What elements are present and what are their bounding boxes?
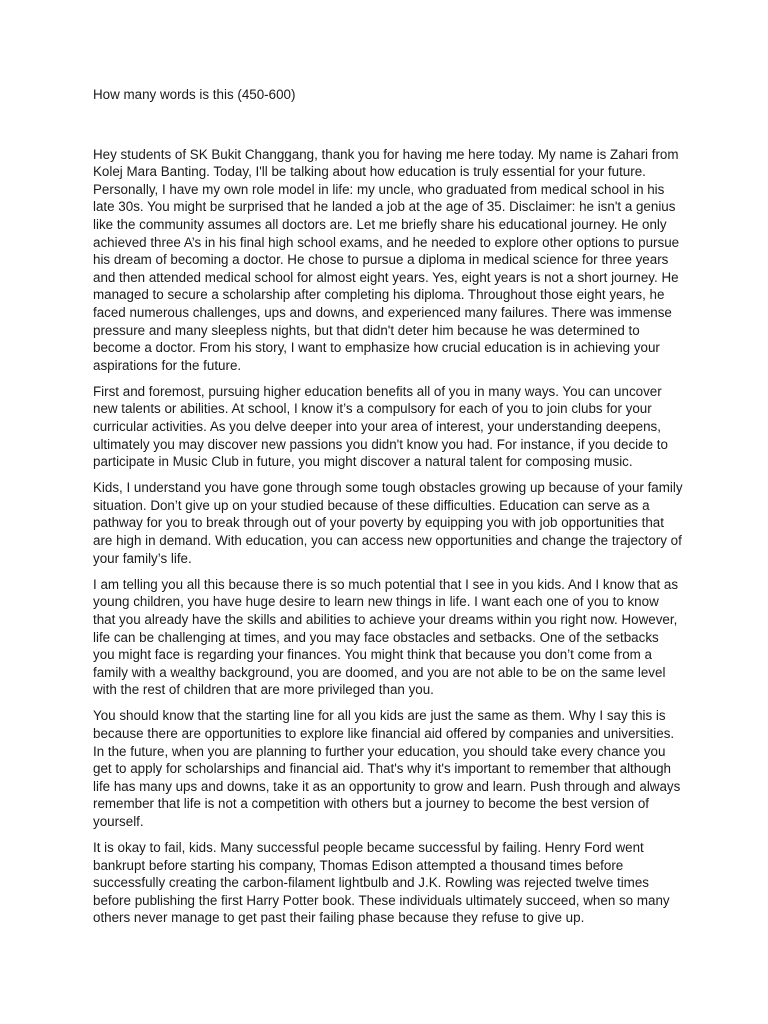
paragraph-2: First and foremost, pursuing higher education benefits all of you in many ways. You can uncover new talents or abilities. At school, I know it’s a compulsory for each of you to join clubs for your curricular activities. As you delve deeper into your area of interest, your understanding deepens, ultimately you may discover new passions you didn't know you had. For instance, if you decide to participate in Music Club in future, you might discover a natural talent for composing music.	[93, 383, 668, 470]
paragraph-6: It is okay to fail, kids. Many successful people became successful by failing. Henry Ford went bankrupt before starting his company, Thomas Edison attempted a thousand times before successfully creating the carbon-filament lightbulb and J.K. Rowling was rejected twelve times before publishing the first Harry Potter book. These individuals ultimately succeed, when so many others never manage to get past their failing phase because they refuse to give up.	[93, 840, 670, 926]
paragraph-3: Kids, I understand you have gone through some tough obstacles growing up because of your family situation. Don’t give up on your studied because of these difficulties. Education can serve as a pathway for you to break through out of your poverty by equipping you with job opportunities that are high in demand. With education, you can access new opportunities and change the trajectory of your family’s life.	[93, 480, 683, 566]
paragraph-5: You should know that the starting line for all you kids are just the same as them. Why I say this is because there are opportunities to explore like financial aid offered by companies and universities. In the future, when you are planning to further your education, you should take every chance you get to apply for scholarships and financial aid. That's why it's important to remember that although life has many ups and downs, take it as an opportunity to grow and learn. Push through and always remember that life is not a competition with others but a journey to become the best version of yourself.	[93, 708, 681, 829]
paragraph-4: I am telling you all this because there is so much potential that I see in you kids. And I know that as young children, you have huge desire to learn new things in life. I want each one of you to know that you already have the skills and abilities to achieve your dreams within you right now. However, life can be challenging at times, and you may face obstacles and setbacks. One of the setbacks you might face is regarding your finances. You might think that because you don’t come from a family with a wealthy background, you are doomed, and you are not able to be on the same level with the rest of children that are more privileged than you.	[93, 576, 679, 698]
document-title: How many words is this (450-600)	[93, 87, 296, 102]
paragraph-1: Hey students of SK Bukit Changgang, thank you for having me here today. My name is Zahari from Kolej Mara Banting. Today, I'll be talking about how education is truly essential for your future. Personally, I have my own role model in life: my uncle, who graduated from medical school in his late 30s. You might be surprised that he landed a job at the age of 35. Disclaimer: he isn't a genius like the community assumes all doctors are. Let me briefly share his educational journey. He only achieved three A’s in his final high school exams, and he needed to explore other options to pursue his dream of becoming a doctor. He chose to pursue a diploma in medical science for three years and then attended medical school for almost eight years. Yes, eight years is not a short journey. He managed to secure a scholarship after completing his diploma. Throughout those eight years, he faced numerous challenges, ups and downs, and experienced many failures. There was immense pressure and many sleepless nights, but that didn't deter him because he was determined to become a doctor. From his story, I want to emphasize how crucial education is in achieving your aspirations for the future.	[93, 146, 680, 373]
document-page	[93, 86, 683, 936]
